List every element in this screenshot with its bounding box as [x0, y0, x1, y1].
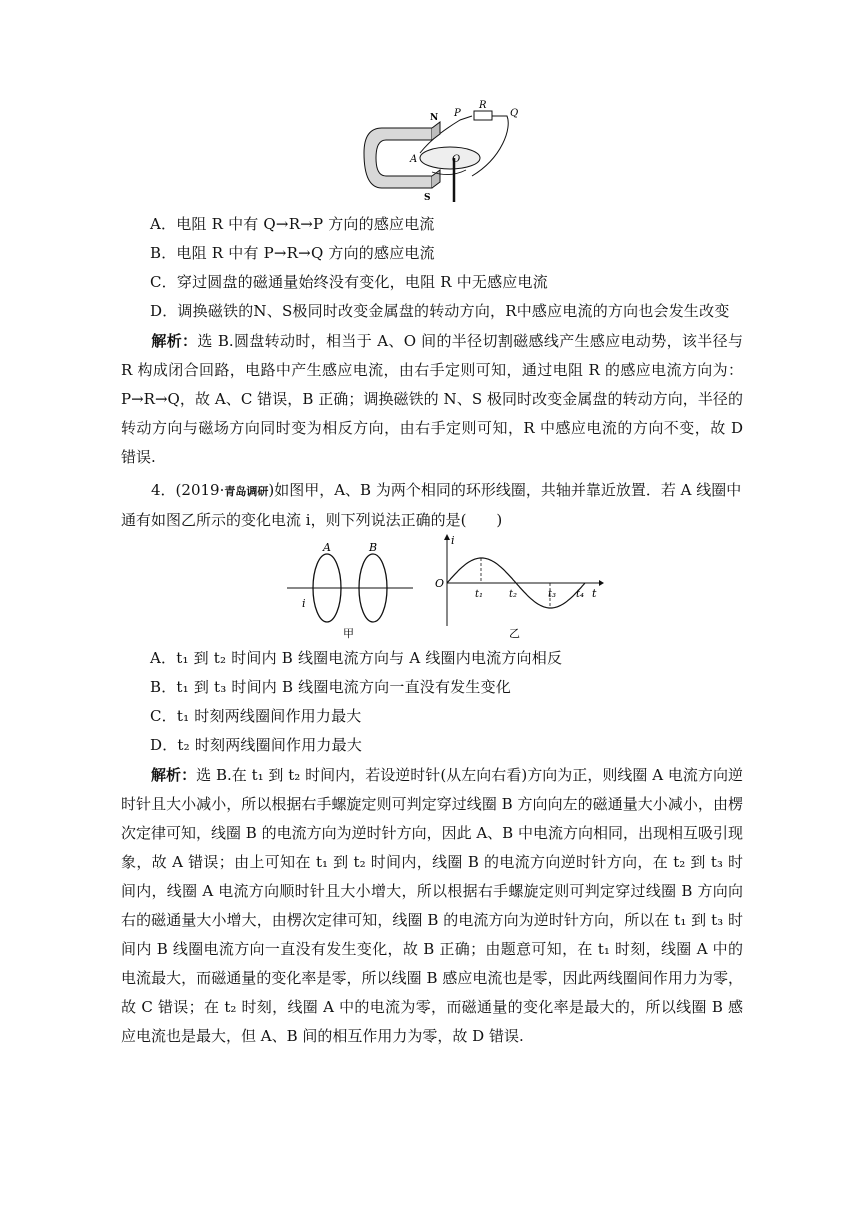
q4-analysis-text: 选 B.在 t₁ 到 t₂ 时间内，若设逆时针(从左向右看)方向为正，则线圈 A 电流方向逆时针且大小减小，所以根据右手螺旋定则可判定穿过线圈 B 方向向左的磁通量大小减小，由楞次定律可知，线圈 B 的电流方向为逆时针方向，因此 A、B 中电流方向相同，出现相互吸引现象，故 A 错误；由上可知在 t₁ 到 t₂ 时间内，线圈 B 的电流方向逆时针方向，在 t₂ 到 t₃ 时间内，线圈 A 电流方向顺时针且大小增大，所以根据右手螺旋定则可判定穿过线圈 B 方向向右的磁通量大小增大，由楞次定律可知，线圈 B 的电流方向为逆时针方向，所以在 t₁ 到 t₃ 时间内 B 线圈电流方向一直没有发生变化，故 B 正确；由题意可知，在 t₁ 时刻，线圈 A 中的电流最大，而磁通量的变化率是零，所以线圈 B 感应电流也是零，因此两线圈间作用力为零，故 C 错误；在 t₂ 时刻，线圈 A 中的电流为零，而磁通量的变化率是最大的，所以线圈 B 感应电流也是最大，但 A、B 间的相互作用力为零，故 D 错误. [121, 766, 743, 1045]
label-r: R [479, 100, 487, 111]
axis-t-label: t [592, 587, 597, 600]
q3-analysis [121, 327, 743, 472]
label-o: O [452, 154, 461, 165]
label-s: S [424, 193, 431, 203]
q4-number: 4． [151, 481, 176, 499]
q4-option-a: A．t₁ 到 t₂ 时间内 B 线圈电流方向与 A 线圈内电流方向相反 [150, 649, 563, 667]
q4-analysis [121, 761, 743, 1051]
coil-current-label: i [302, 597, 306, 610]
q3-option-d: D．调换磁铁的N、S极同时改变金属盘的转动方向，R中感应电流的方向也会发生改变 [150, 302, 730, 320]
q3-option-b: B．电阻 R 中有 P→R→Q 方向的感应电流 [150, 244, 435, 262]
q3-analysis-label: 解析： [151, 332, 198, 350]
coils-diagram [287, 541, 413, 640]
q4-option-c: C．t₁ 时刻两线圈间作用力最大 [150, 707, 362, 725]
q4-stem-text: 如图甲，A、B 为两个相同的环形线圈，共轴并靠近放置．若 A 线圈中通有如图乙所示的变化电流 i，则下列说法正确的是( ) [121, 481, 742, 529]
axis-i-label: i [451, 534, 455, 547]
q4-source-prefix: (2019· [175, 481, 225, 499]
label-n: N [430, 113, 439, 123]
tick-t2: t₂ [509, 589, 518, 600]
label-q: Q [510, 108, 519, 119]
q3-analysis-text: 选 B.圆盘转动时，相当于 A、O 间的半径切割磁感线产生感应电动势，该半径与 R 构成闭合回路，电路中产生感应电流，由右手定则可知，通过电阻 R 的感应电流方向为：P→R→Q，故 A、C 错误，B 正确；调换磁铁的 N、S 极同时改变金属盘的转动方向，半径的转动方向与磁场方向同时变为相反方向，由右手定则可知，R 中感应电流的方向不变，故 D 错误. [121, 332, 743, 466]
q4-option-b: B．t₁ 到 t₃ 时间内 B 线圈电流方向一直没有发生变化 [150, 678, 511, 696]
origin-label: O [435, 577, 445, 590]
coil-a-label: A [323, 541, 331, 554]
coil-b-label: B [369, 541, 378, 554]
label-p: P [454, 108, 461, 119]
label-a: A [410, 154, 418, 165]
tick-t4: t₄ [576, 589, 585, 600]
q3-option-a: A．电阻 R 中有 Q→R→P 方向的感应电流 [150, 215, 435, 233]
caption-yi: 乙 [509, 627, 520, 640]
caption-jia: 甲 [343, 627, 354, 640]
tick-t1: t₁ [475, 589, 484, 600]
q3-option-c: C．穿过圆盘的磁通量始终没有变化，电阻 R 中无感应电流 [150, 273, 548, 291]
tick-t3: t₃ [548, 589, 557, 600]
metal-disk [420, 147, 480, 169]
q4-source-suffix: ) [268, 481, 275, 499]
q4-option-d: D．t₂ 时刻两线圈间作用力最大 [150, 736, 363, 754]
q4-source-tag: 青岛调研 [224, 485, 269, 498]
disk-generator-figure [362, 98, 532, 208]
resistor-icon [474, 111, 492, 120]
coils-and-current-figure [285, 534, 605, 644]
q4-analysis-label: 解析： [151, 766, 197, 784]
current-graph [435, 534, 604, 640]
q4-stem [121, 476, 743, 535]
